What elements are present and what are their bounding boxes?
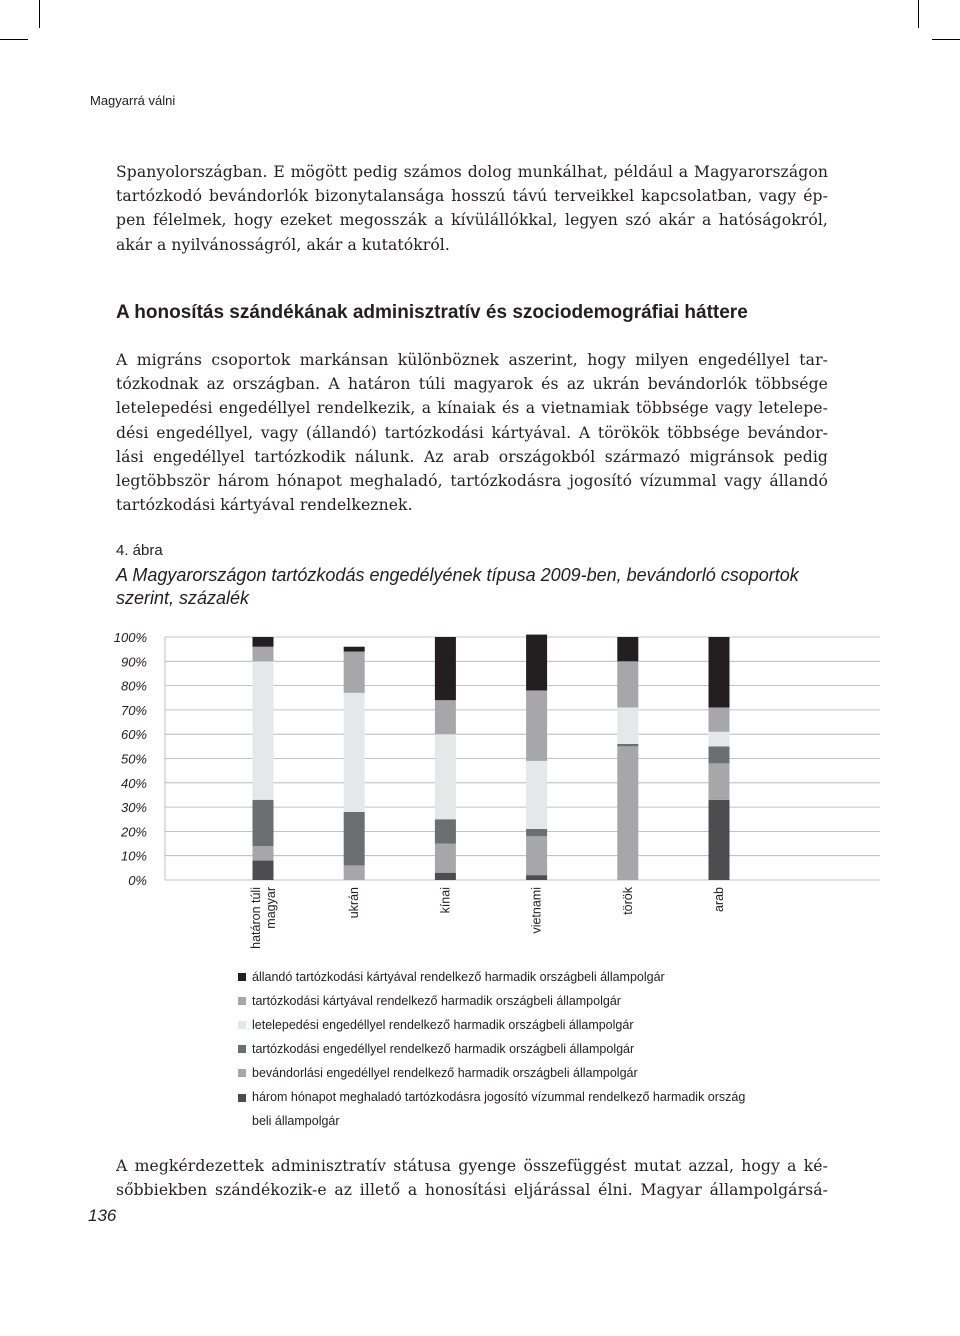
chart-legend [238, 968, 745, 1133]
bar-segment [253, 661, 274, 800]
bar-segment [253, 637, 274, 647]
page-number: 136 [88, 1206, 117, 1225]
bar-segment [526, 875, 547, 880]
legend-swatch [238, 1021, 246, 1029]
legend-swatch [238, 1069, 246, 1077]
bar-segment [709, 707, 730, 731]
bar-segment [617, 661, 638, 707]
text-line: Spanyolországban. E mögött pedig számos dolog munkálhat, például a Magyarországon [116, 163, 828, 181]
legend-item [238, 1016, 745, 1040]
bar-segment [253, 861, 274, 880]
figure-number: 4. ábra [116, 542, 163, 559]
bar-segment [435, 844, 456, 873]
stacked-bar-chart [0, 620, 960, 955]
x-tick-label: arab [712, 887, 726, 913]
y-tick-label: 90% [120, 654, 147, 670]
text-line: sőbbiekben szándékozik-e az illető a honosítási eljárással élni. Magyar állampolgársá- [116, 1181, 828, 1200]
text-line: tartózkodási kártyával rendelkeznek. [116, 496, 413, 515]
bar-segment [617, 637, 638, 661]
bar-segment [709, 732, 730, 747]
bar-segment [709, 746, 730, 763]
legend-label: tartózkodási kártyával rendelkező harmadik országbeli állampolgár [252, 994, 621, 1008]
bar-segment [435, 734, 456, 819]
y-tick-label: 100% [113, 630, 147, 645]
bar-segment [709, 800, 730, 880]
bar-segment [709, 763, 730, 799]
bar-segment [344, 652, 365, 693]
bar-segment [526, 635, 547, 691]
legend-label: bevándorlási engedéllyel rendelkező harmadik országbeli állampolgár [252, 1066, 638, 1080]
legend-swatch [238, 1045, 246, 1053]
bar-segment [344, 812, 365, 865]
crop-mark-top-right-horizontal [932, 39, 960, 40]
legend-label: letelepedési engedéllyel rendelkező harmadik országbeli állampolgár [252, 1018, 634, 1032]
bar-segment [435, 819, 456, 843]
text-line: A migráns csoportok markánsan különböznek aszerint, hogy milyen engedéllyel tar- [116, 351, 828, 369]
closing-paragraph [116, 1154, 828, 1202]
bar-segment [435, 700, 456, 734]
bar-segment [526, 836, 547, 875]
crop-mark-top-right-vertical [918, 0, 919, 28]
text-line: lási engedéllyel tartózkodik nálunk. Az arab országokból származó migránsok pedig [116, 447, 828, 466]
y-tick-label: 70% [120, 702, 147, 718]
crop-mark-top-left-vertical [39, 0, 40, 28]
text-line: tartózkodó bevándorlók bizonytalansága hosszú távú terveikkel kapcsolatban, vagy ép- [116, 187, 828, 206]
legend-label: tartózkodási engedéllyel rendelkező harmadik országbeli állampolgár [252, 1042, 635, 1056]
bar-segment [526, 829, 547, 836]
y-tick-label: 60% [120, 727, 147, 743]
legend-item [238, 992, 745, 1016]
y-tick-label: 0% [128, 873, 147, 888]
y-tick-label: 40% [120, 775, 147, 791]
x-tick-label: kínai [438, 887, 453, 914]
bar-segment [253, 800, 274, 846]
crop-mark-top-left-horizontal [0, 39, 28, 40]
y-tick-label: 20% [120, 824, 147, 840]
bar-segment [344, 865, 365, 880]
text-line: tózkodnak az országban. A határon túli magyarok és az ukrán bevándorlók többsége [116, 375, 828, 394]
legend-item [238, 1040, 745, 1064]
bar-segment [344, 647, 365, 652]
text-line: letelepedési engedéllyel rendelkezik, a kínaiak és a vietnamiak többsége vagy letelepe- [116, 399, 828, 418]
text-line: pen félelmek, hogy ezeket megosszák a kívülállókkal, legyen szó akár a hatóságokról, [116, 211, 828, 230]
y-tick-label: 80% [120, 678, 147, 694]
text-line: A megkérdezettek adminisztratív státusa gyenge összefüggést mutat azzal, hogy a ké- [116, 1157, 828, 1175]
running-head: Magyarrá válni [90, 93, 176, 108]
legend-item [238, 968, 745, 992]
text-line: akár a nyilvánosságról, akár a kutatókról. [116, 235, 450, 254]
intro-paragraph [116, 160, 828, 257]
legend-label: állandó tartózkodási kártyával rendelkező harmadik országbeli állampolgár [252, 970, 665, 984]
y-tick-label: 30% [120, 800, 147, 816]
section-heading: A honosítás szándékának adminisztratív és szociodemográfiai háttere [116, 302, 748, 323]
x-tick-label: vietnami [529, 887, 544, 934]
x-tick-label: török [620, 887, 635, 915]
bar-segment [617, 746, 638, 880]
bar-segment [435, 873, 456, 880]
legend-item [238, 1085, 745, 1133]
x-tick-label: ukrán [347, 887, 362, 919]
bar-segment [344, 693, 365, 812]
y-tick-label: 10% [120, 848, 147, 864]
legend-swatch [238, 973, 246, 981]
y-tick-label: 50% [120, 751, 147, 767]
text-line: dési engedéllyel, vagy (állandó) tartózkodási kártyával. A törökök többsége bevándor- [116, 423, 828, 442]
legend-label: három hónapot meghaladó tartózkodásra jogosító vízummal rendelkező harmadik ország [252, 1090, 746, 1104]
legend-label-continuation: beli állampolgár [252, 1114, 340, 1128]
x-tick-label: magyar [264, 887, 278, 929]
legend-swatch [238, 997, 246, 1005]
x-tick-label: határon túli [249, 887, 263, 949]
bar-segment [526, 761, 547, 829]
body-paragraph [116, 348, 828, 517]
bar-segment [526, 690, 547, 760]
text-line: legtöbbször három hónapot meghaladó, tartózkodásra jogosító vízummal vagy állandó [116, 472, 828, 491]
bar-segment [709, 637, 730, 707]
bar-segment [253, 647, 274, 662]
figure-title: A Magyarországon tartózkodás engedélyének típusa 2009-ben, bevándorló csoportok szerint, százalék [116, 565, 799, 608]
bar-segment [435, 637, 456, 700]
bar-segment [617, 744, 638, 746]
legend-swatch [238, 1094, 246, 1102]
bar-segment [253, 846, 274, 861]
bar-segment [617, 707, 638, 743]
